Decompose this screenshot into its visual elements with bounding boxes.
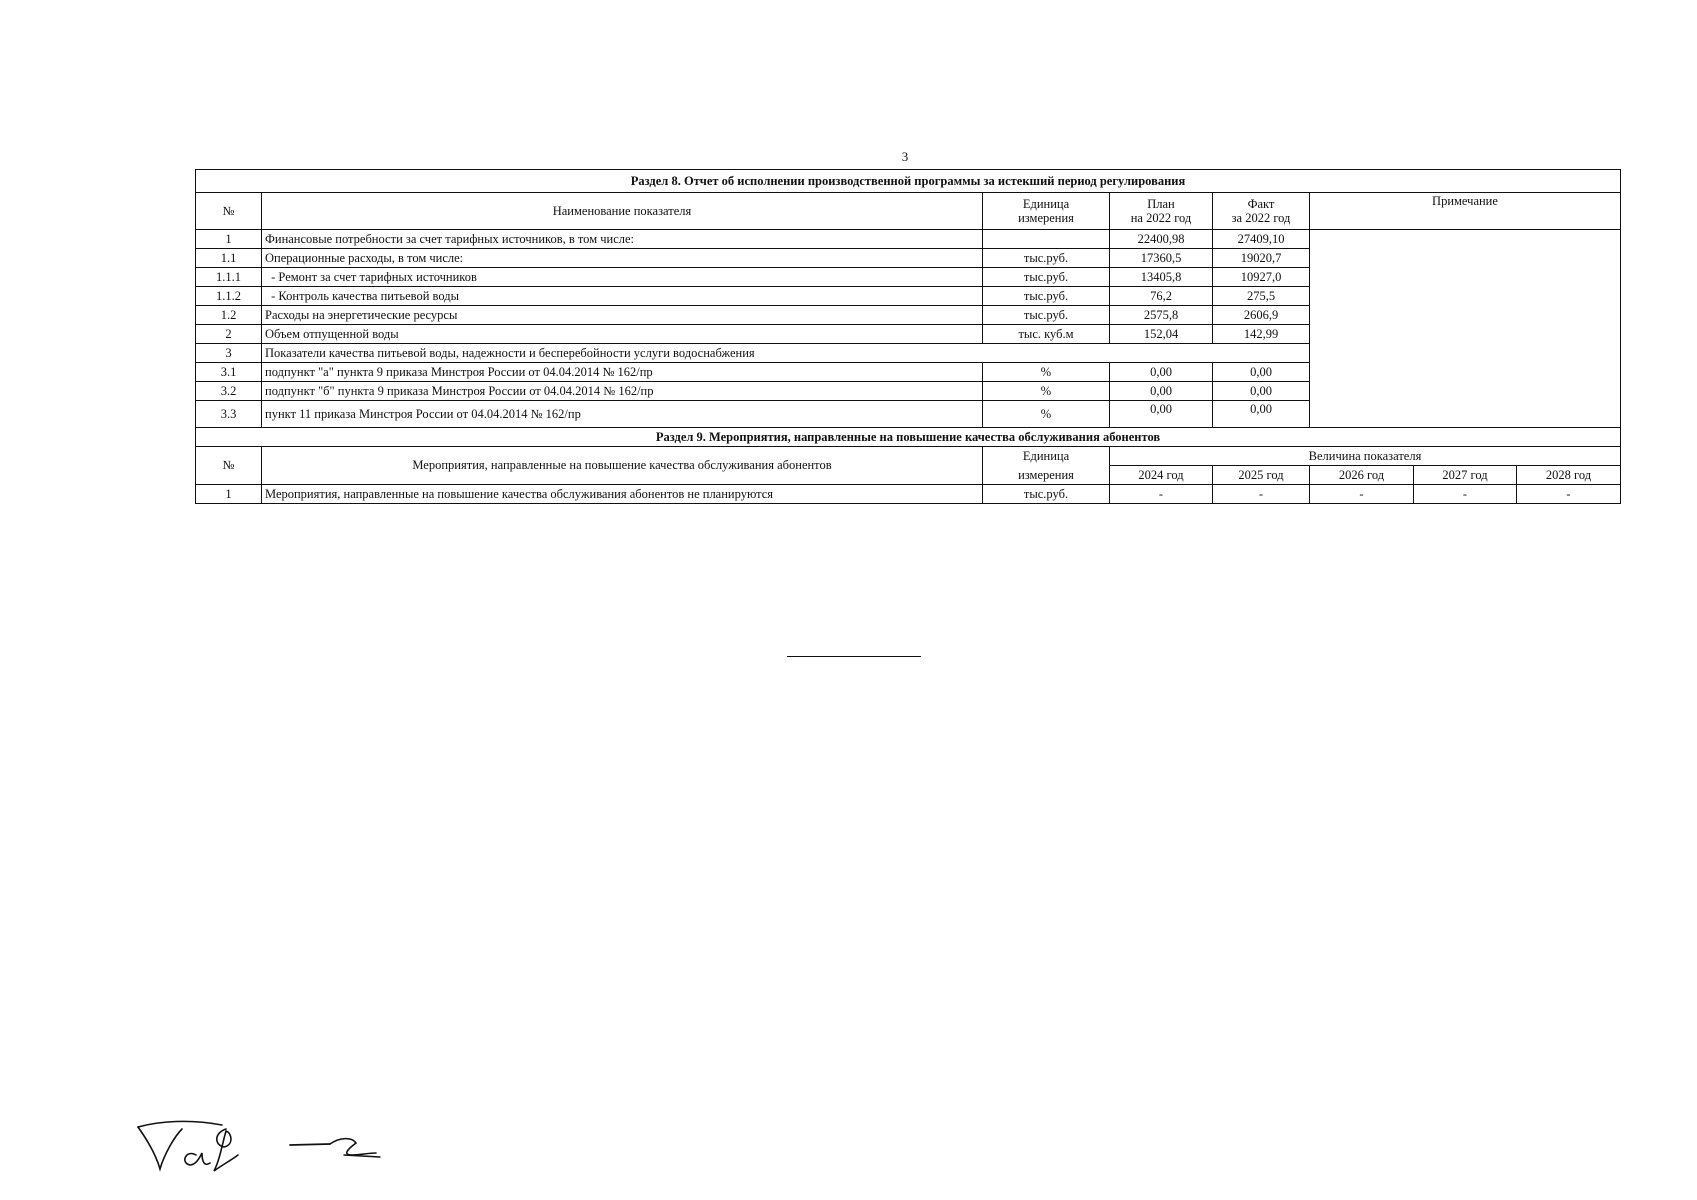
- header-note: Примечание: [1310, 193, 1621, 230]
- header-fact-line1: Факт: [1247, 196, 1275, 211]
- row-name: Показатели качества питьевой воды, надежности и бесперебойности услуги водоснабжения: [262, 344, 1310, 363]
- row-name: подпункт "б" пункта 9 приказа Минстроя России от 04.04.2014 № 162/пр: [262, 382, 983, 401]
- year-header: 2024 год: [1110, 466, 1213, 485]
- row-fact: 2606,9: [1213, 306, 1310, 325]
- row-plan: 13405,8: [1110, 268, 1213, 287]
- row-plan: 0,00: [1110, 363, 1213, 382]
- year-header: 2025 год: [1213, 466, 1310, 485]
- header-unit-line1: Единица: [1022, 196, 1070, 211]
- s9-row-num: 1: [196, 485, 262, 504]
- row-unit: тыс. куб.м: [983, 325, 1110, 344]
- row-plan: 152,04: [1110, 325, 1213, 344]
- row-unit: %: [983, 401, 1110, 428]
- footer-rule: [787, 656, 921, 657]
- section9-header-row: [196, 447, 1621, 466]
- note-cell: [1310, 230, 1621, 428]
- year-header: 2026 год: [1310, 466, 1414, 485]
- row-fact: 275,5: [1213, 287, 1310, 306]
- section9-title: Раздел 9. Мероприятия, направленные на повышение качества обслуживания абонентов: [196, 428, 1621, 447]
- row-unit: тыс.руб.: [983, 268, 1110, 287]
- row-num: 1.1.2: [196, 287, 262, 306]
- section8-header-row: [196, 193, 1621, 230]
- s9-row-name: Мероприятия, направленные на повышение качества обслуживания абонентов не планируются: [262, 485, 983, 504]
- header-fact: [1213, 193, 1310, 230]
- row-plan: 0,00: [1110, 382, 1213, 401]
- row-unit: тыс.руб.: [983, 306, 1110, 325]
- header-plan-line2: на 2022 год: [1130, 211, 1192, 225]
- row-num: 3.2: [196, 382, 262, 401]
- row-name: Расходы на энергетические ресурсы: [262, 306, 983, 325]
- header-plan: [1110, 193, 1213, 230]
- header-fact-line2: за 2022 год: [1231, 211, 1291, 225]
- row-unit: тыс.руб.: [983, 287, 1110, 306]
- page-number: 3: [901, 149, 909, 164]
- row-num: 1.1.1: [196, 268, 262, 287]
- row-unit: %: [983, 363, 1110, 382]
- row-name: - Ремонт за счет тарифных источников: [262, 268, 983, 287]
- row-num: 1: [196, 230, 262, 249]
- header-plan-line1: План: [1147, 196, 1175, 211]
- row-unit: тыс.руб.: [983, 249, 1110, 268]
- year-header: 2027 год: [1414, 466, 1517, 485]
- s9-header-name: Мероприятия, направленные на повышение качества обслуживания абонентов: [262, 447, 983, 485]
- row-plan: 2575,8: [1110, 306, 1213, 325]
- header-name: Наименование показателя: [262, 193, 983, 230]
- row-name: Операционные расходы, в том числе:: [262, 249, 983, 268]
- header-unit: [983, 193, 1110, 230]
- table-row: [196, 230, 1621, 249]
- header-unit-line2: измерения: [1018, 211, 1074, 225]
- s9-row-value: -: [1310, 485, 1414, 504]
- row-plan: 0,00: [1110, 401, 1213, 428]
- s9-header-value-group: Величина показателя: [1110, 447, 1621, 466]
- row-num: 2: [196, 325, 262, 344]
- row-fact: 0,00: [1213, 401, 1310, 428]
- handwritten-signature: [130, 1115, 410, 1185]
- row-fact: 27409,10: [1213, 230, 1310, 249]
- s9-row-value: -: [1414, 485, 1517, 504]
- row-plan: 22400,98: [1110, 230, 1213, 249]
- report-table: [195, 169, 1621, 504]
- row-name: Объем отпущенной воды: [262, 325, 983, 344]
- row-plan: 76,2: [1110, 287, 1213, 306]
- table-row: [196, 485, 1621, 504]
- row-fact: 10927,0: [1213, 268, 1310, 287]
- row-fact: 0,00: [1213, 382, 1310, 401]
- s9-row-value: -: [1110, 485, 1213, 504]
- row-fact: 19020,7: [1213, 249, 1310, 268]
- row-unit: %: [983, 382, 1110, 401]
- row-name: подпункт "а" пункта 9 приказа Минстроя России от 04.04.2014 № 162/пр: [262, 363, 983, 382]
- s9-header-unit-line1: Единица: [983, 447, 1110, 466]
- row-name: - Контроль качества питьевой воды: [262, 287, 983, 306]
- s9-row-value: -: [1213, 485, 1310, 504]
- row-name: пункт 11 приказа Минстроя России от 04.04.2014 № 162/пр: [262, 401, 983, 428]
- header-num: №: [196, 193, 262, 230]
- row-fact: 142,99: [1213, 325, 1310, 344]
- s9-row-unit: тыс.руб.: [983, 485, 1110, 504]
- year-header: 2028 год: [1517, 466, 1621, 485]
- row-num: 3.1: [196, 363, 262, 382]
- row-unit: [983, 230, 1110, 249]
- row-fact: 0,00: [1213, 363, 1310, 382]
- s9-header-unit-line2: измерения: [983, 466, 1110, 485]
- row-name: Финансовые потребности за счет тарифных источников, в том числе:: [262, 230, 983, 249]
- row-plan: 17360,5: [1110, 249, 1213, 268]
- row-num: 1.1: [196, 249, 262, 268]
- section8-title: Раздел 8. Отчет об исполнении производственной программы за истекший период регулирования: [196, 170, 1621, 193]
- row-num: 3.3: [196, 401, 262, 428]
- s9-row-value: -: [1517, 485, 1621, 504]
- s9-header-num: №: [196, 447, 262, 485]
- row-num: 1.2: [196, 306, 262, 325]
- row-num: 3: [196, 344, 262, 363]
